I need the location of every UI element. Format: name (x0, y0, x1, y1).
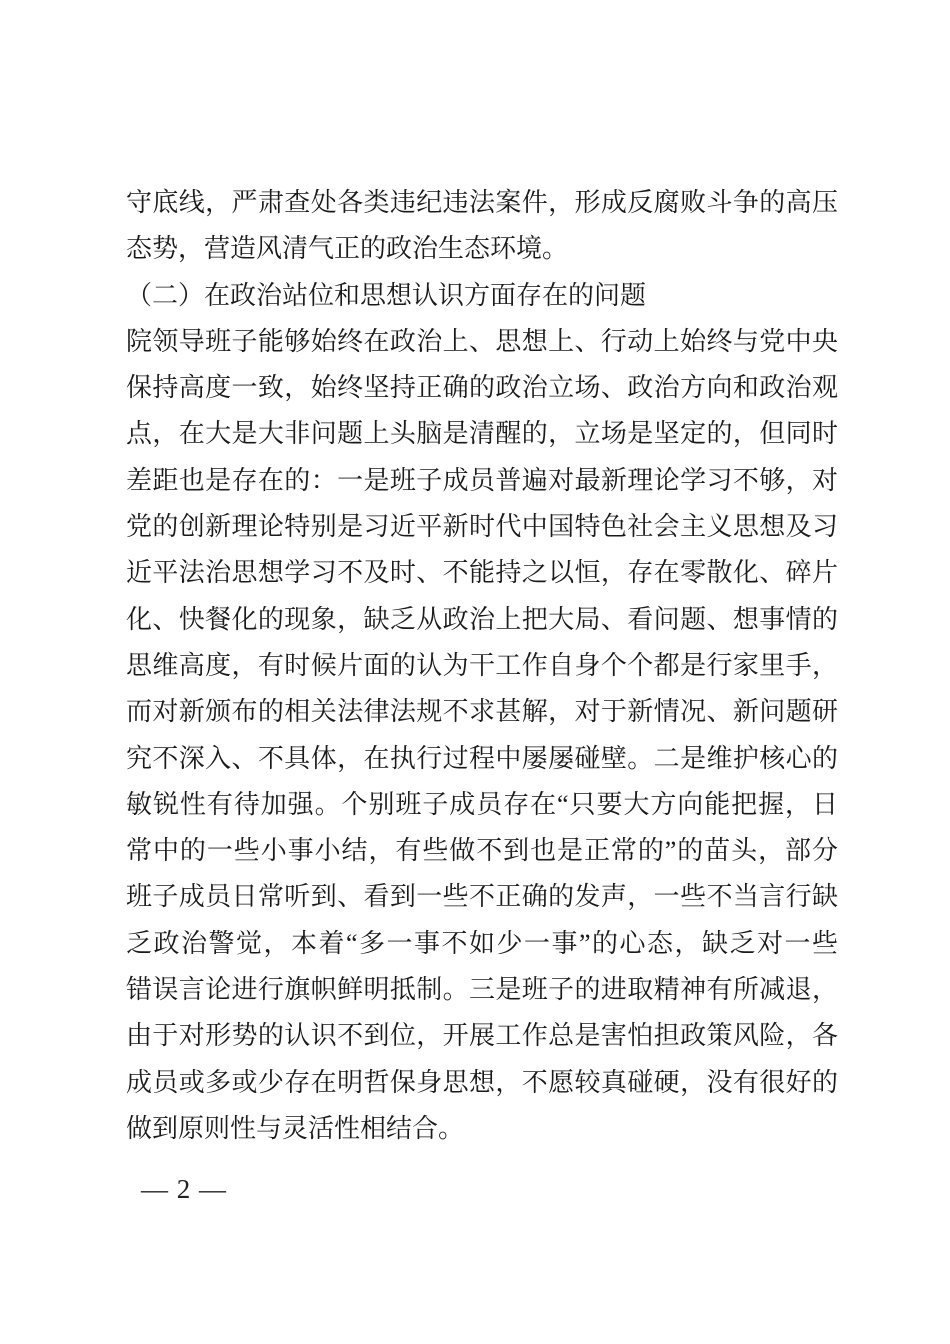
text-line: 做到原则性与灵活性相结合。 (126, 1113, 465, 1143)
text-line: 敏锐性有待加强。个别班子成员存在“只要大方向能把握，日 (126, 789, 838, 819)
text-line: 态势，营造风清气正的政治生态环境。 (126, 234, 569, 264)
text-line: 班子成员日常听到、看到一些不正确的发声，一些不当言行缺 (126, 882, 838, 912)
text-line: 保持高度一致，始终坚持正确的政治立场、政治方向和政治观 (126, 373, 838, 403)
text-line: 乏政治警觉，本着“多一事不如少一事”的心态，缺乏对一些 (126, 928, 838, 958)
text-line: 守底线，严肃查处各类违纪违法案件，形成反腐败斗争的高压 (126, 188, 838, 217)
text-line: 错误言论进行旗帜鲜明抵制。三是班子的进取精神有所减退， (126, 975, 838, 1005)
text-line: 由于对形势的认识不到位，开展工作总是害怕担政策风险，各 (126, 1021, 838, 1051)
text-line: 而对新颁布的相关法律法规不求甚解，对于新情况、新问题研 (126, 697, 838, 727)
text-line: 究不深入、不具体，在执行过程中屡屡碰壁。二是维护核心的 (126, 743, 838, 773)
text-line: 思维高度，有时候片面的认为干工作自身个个都是行家里手， (126, 650, 838, 680)
text-line: 院领导班子能够始终在政治上、思想上、行动上始终与党中央 (126, 326, 838, 356)
section-heading: （二）在政治站位和思想认识方面存在的问题 (126, 280, 647, 310)
text-line: 差距也是存在的：一是班子成员普遍对最新理论学习不够，对 (126, 465, 838, 495)
text-line: 成员或多或少存在明哲保身思想，不愿较真碰硬，没有很好的 (126, 1067, 838, 1097)
page-number: — 2 — (141, 1174, 227, 1204)
document-body (126, 180, 838, 1152)
text-line: 近平法治思想学习不及时、不能持之以恒，存在零散化、碎片 (126, 558, 838, 588)
text-line: 常中的一些小事小结，有些做不到也是正常的”的苗头，部分 (126, 836, 838, 866)
text-line: 化、快餐化的现象，缺乏从政治上把大局、看问题、想事情的 (126, 604, 838, 634)
text-line: 党的创新理论特别是习近平新时代中国特色社会主义思想及习 (126, 512, 838, 542)
text-line: 点，在大是大非问题上头脑是清醒的，立场是坚定的，但同时 (126, 419, 838, 449)
